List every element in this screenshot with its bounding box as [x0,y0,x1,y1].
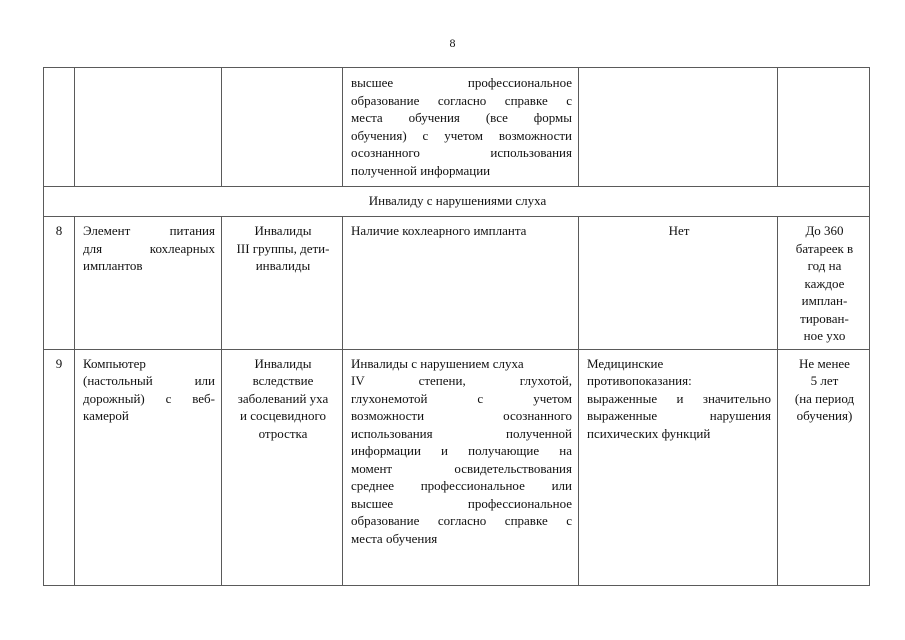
text-line: для кохлеарных [83,240,215,256]
text-line: имплантов [83,258,143,273]
text-line: Медицинские [587,355,664,371]
text-line: места обучения (все формы [351,110,572,125]
text-line: дорожный) с веб- [83,390,215,406]
text-line: Элемент питания [83,223,215,238]
table-row-continued [44,68,870,187]
text-line: отростка [258,425,308,441]
row-number: 8 [44,217,75,350]
text-line: Наличие кохлеарного импланта [351,223,527,238]
cell-recipients [222,217,343,350]
text-line: обучения) [796,408,853,423]
text-line: IV степени, глухотой, [351,373,572,388]
cell-term [778,349,870,585]
text-line: тирован- [800,310,849,326]
text-line: образование согласно справке с [351,92,572,108]
table-row [44,349,870,585]
cell-criteria [343,349,579,585]
text-line: глухонемотой с учетом [351,390,572,406]
text-line: информации и получающие на [351,443,572,458]
text-line: каждое [804,275,845,291]
text-line: заболеваний уха [237,390,329,406]
page-number: 8 [449,36,456,50]
text-line: психических функций [587,425,711,441]
section-header-row [44,187,870,217]
text-line: использования полученной [351,425,572,441]
cell-number [44,68,75,187]
text-line: возможности осознанного [351,408,572,423]
cell-contraindications [579,217,778,350]
text-line: Инвалиды с нарушением слуха [351,355,524,371]
benefits-table [43,67,870,586]
text-line: обучения) с учетом возможности [351,127,572,143]
text-line: батареек в [795,240,854,256]
text-line: полученной информации [351,162,491,178]
text-line: III группы, дети- [236,240,330,256]
text-line: осознанного использования [351,145,572,160]
text-line: Не менее [799,355,850,371]
text-line: Нет [668,223,690,238]
text-line: имплан- [801,293,848,308]
text-line: высшее профессиональное [351,495,572,511]
text-line: высшее профессиональное [351,75,572,90]
section-header: Инвалиду с нарушениями слуха [44,187,870,217]
cell-recipients [222,349,343,585]
text-line: выраженные и значительно [587,390,771,406]
text-line: До 360 [805,223,844,238]
text-line: Инвалиды [254,223,312,238]
cell-contraindications [579,68,778,187]
cell-criteria [343,68,579,187]
text-line: (настольный или [83,373,215,388]
text-line: Компьютер [83,355,146,371]
cell-term [778,217,870,350]
text-line: противопоказания: [587,373,692,388]
text-line: инвалиды [255,258,311,273]
text-line: камерой [83,408,129,423]
text-line: вследствие [252,373,314,388]
text-line: момент освидетельствования [351,460,572,476]
cell-item [75,349,222,585]
cell-contraindications [579,349,778,585]
cell-criteria [343,217,579,350]
table-row [44,217,870,350]
text-line: год на [807,258,842,273]
cell-item [75,217,222,350]
cell-term [778,68,870,187]
text-line: (на период [794,390,855,406]
cell-recipients [222,68,343,187]
row-number: 9 [44,349,75,585]
text-line: места обучения [351,530,438,546]
cell-item [75,68,222,187]
text-line: образование согласно справке с [351,513,572,528]
text-line: 5 лет [810,373,839,388]
text-line: и сосцевидного [240,408,326,423]
text-line: среднее профессиональное или [351,478,572,493]
text-line: выраженные нарушения [587,408,771,423]
text-line: Инвалиды [254,355,312,371]
text-line: ное ухо [803,328,846,343]
